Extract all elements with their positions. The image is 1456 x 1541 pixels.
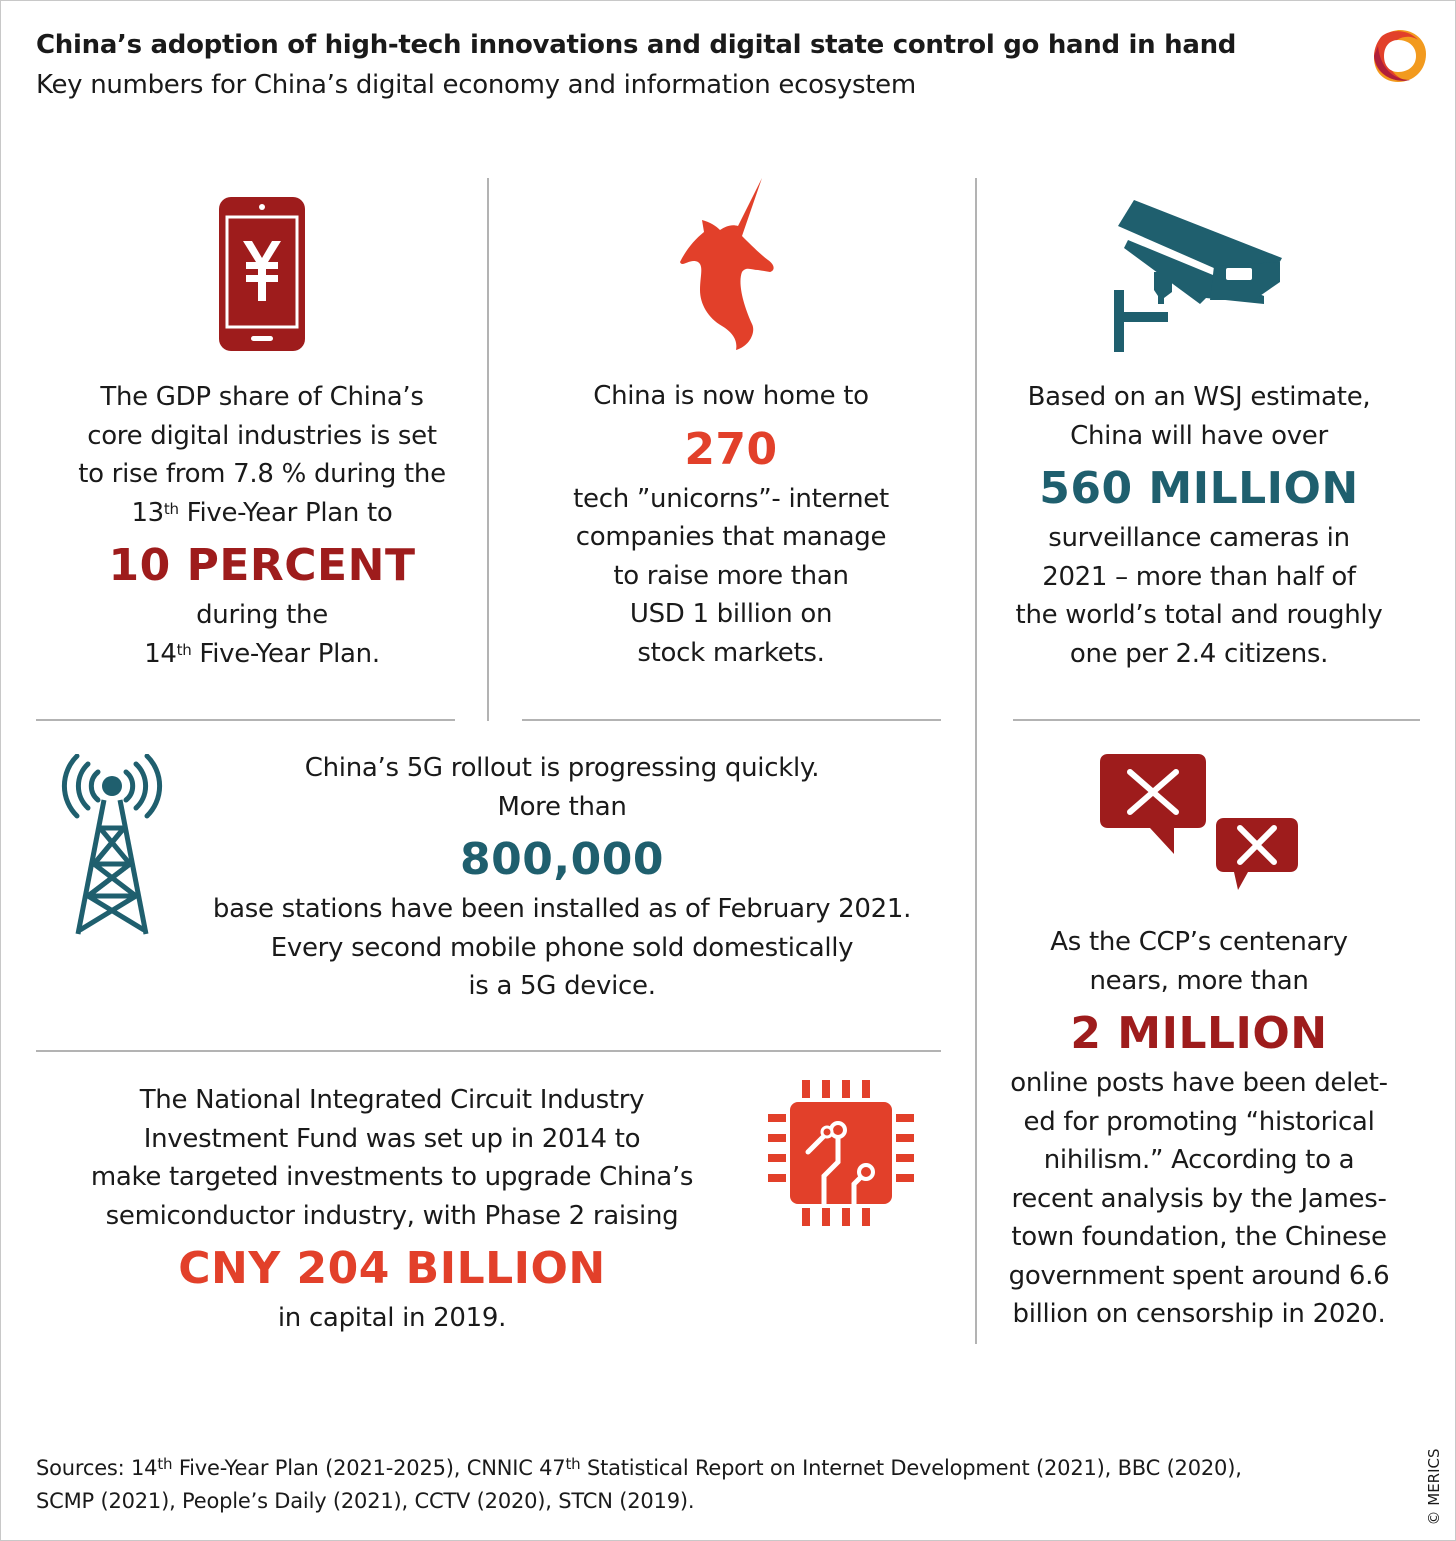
censorship-text-4: recent analysis by the James-	[1011, 1183, 1387, 1214]
censorship-intro-2: nears, more than	[1089, 965, 1309, 996]
semiconductor-text-1: The National Integrated Circuit Industry	[139, 1085, 645, 1115]
sources-line-1: Sources: 14th Five-Year Plan (2021-2025), CNNIC 47th Statistical Report on Internet Development (2021), BBC (2020),	[36, 1455, 1242, 1480]
fiveg-block	[180, 749, 944, 1006]
semiconductor-text-5: in capital in 2019.	[277, 1303, 507, 1333]
gdp-text-4: 13th Five-Year Plan to	[131, 497, 393, 528]
unicorn-icon	[680, 178, 780, 350]
divider-horizontal-2	[36, 1050, 941, 1052]
gdp-text-5: during the	[196, 600, 328, 630]
surveillance-text-4: one per 2.4 citizens.	[1069, 638, 1329, 669]
censorship-text-5: town foundation, the Chinese	[1011, 1222, 1387, 1252]
divider-horizontal-1c	[1013, 719, 1420, 721]
surveillance-highlight: 560 MILLION	[1039, 463, 1359, 514]
unicorn-text-1: tech ”unicorns”- internet	[573, 483, 889, 514]
censorship-text-7: billion on censorship in 2020.	[1012, 1299, 1386, 1329]
censorship-text-6: government spent around 6.6	[1008, 1260, 1390, 1291]
sources-note	[36, 1452, 1242, 1518]
page-title: China’s adoption of high-tech innovations and digital state control go hand in hand	[36, 30, 1237, 60]
unicorn-text-2: companies that manage	[575, 522, 887, 552]
unicorn-text-3: to raise more than	[613, 560, 849, 591]
semiconductor-text-2: Investment Fund was set up in 2014 to	[143, 1123, 641, 1154]
semiconductor-block	[36, 1081, 748, 1338]
gdp-block	[36, 378, 488, 673]
copyright-note: © MERICS	[1425, 1448, 1443, 1526]
smartphone-yen-icon	[219, 197, 305, 351]
surveillance-camera-icon	[1114, 200, 1286, 352]
page-subtitle: Key numbers for China’s digital economy and information ecosystem	[36, 70, 916, 100]
microchip-icon	[768, 1080, 914, 1226]
censorship-intro-1: As the CCP’s centenary	[1050, 927, 1348, 957]
fiveg-text-3: is a 5G device.	[468, 971, 656, 1001]
gdp-highlight: 10 PERCENT	[108, 540, 416, 591]
censorship-text-2: ed for promoting “historical	[1023, 1106, 1375, 1137]
divider-horizontal-1b	[522, 719, 941, 721]
sources-line-2: SCMP (2021), People’s Daily (2021), CCTV (2020), STCN (2019).	[36, 1489, 695, 1513]
surveillance-block	[978, 378, 1420, 673]
gdp-text-1: The GDP share of China’s	[100, 382, 424, 412]
fiveg-highlight: 800,000	[460, 834, 664, 885]
cell-tower-icon	[60, 754, 164, 936]
surveillance-text-2: 2021 – more than half of	[1042, 561, 1356, 592]
censorship-text-1: online posts have been delet-	[1010, 1068, 1388, 1098]
unicorn-text-4: USD 1 billion on	[629, 599, 833, 629]
gdp-text-3: to rise from 7.8 % during the	[78, 459, 446, 489]
semiconductor-text-4: semiconductor industry, with Phase 2 raising	[105, 1200, 679, 1231]
gdp-text-6: 14th Five-Year Plan.	[144, 638, 380, 669]
unicorn-text-5: stock markets.	[637, 637, 825, 668]
unicorn-highlight: 270	[684, 423, 778, 475]
censorship-text-3: nihilism.” According to a	[1043, 1145, 1355, 1175]
fiveg-intro-2: More than	[497, 791, 627, 822]
surveillance-text-3: the world’s total and roughly	[1015, 600, 1383, 630]
censorship-highlight: 2 MILLION	[1070, 1008, 1328, 1059]
unicorn-block	[490, 377, 972, 672]
merics-logo-icon	[1370, 26, 1430, 86]
divider-vertical-2	[975, 178, 977, 1344]
fiveg-text-2: Every second mobile phone sold domestically	[270, 932, 854, 963]
fiveg-text-1: base stations have been installed as of February 2021.	[212, 894, 912, 924]
surveillance-text-1: surveillance cameras in	[1048, 523, 1350, 553]
divider-horizontal-1a	[36, 719, 455, 721]
unicorn-intro: China is now home to	[593, 381, 869, 411]
deleted-messages-icon	[1100, 754, 1298, 892]
surveillance-intro-2: China will have over	[1070, 420, 1328, 451]
censorship-block	[978, 923, 1420, 1334]
gdp-text-2: core digital industries is set	[87, 420, 437, 451]
semiconductor-text-3: make targeted investments to upgrade China’s	[90, 1162, 694, 1192]
semiconductor-highlight: CNY 204 BILLION	[178, 1243, 606, 1294]
surveillance-intro-1: Based on an WSJ estimate,	[1027, 382, 1371, 412]
fiveg-intro-1: China’s 5G rollout is progressing quickly.	[304, 753, 820, 783]
